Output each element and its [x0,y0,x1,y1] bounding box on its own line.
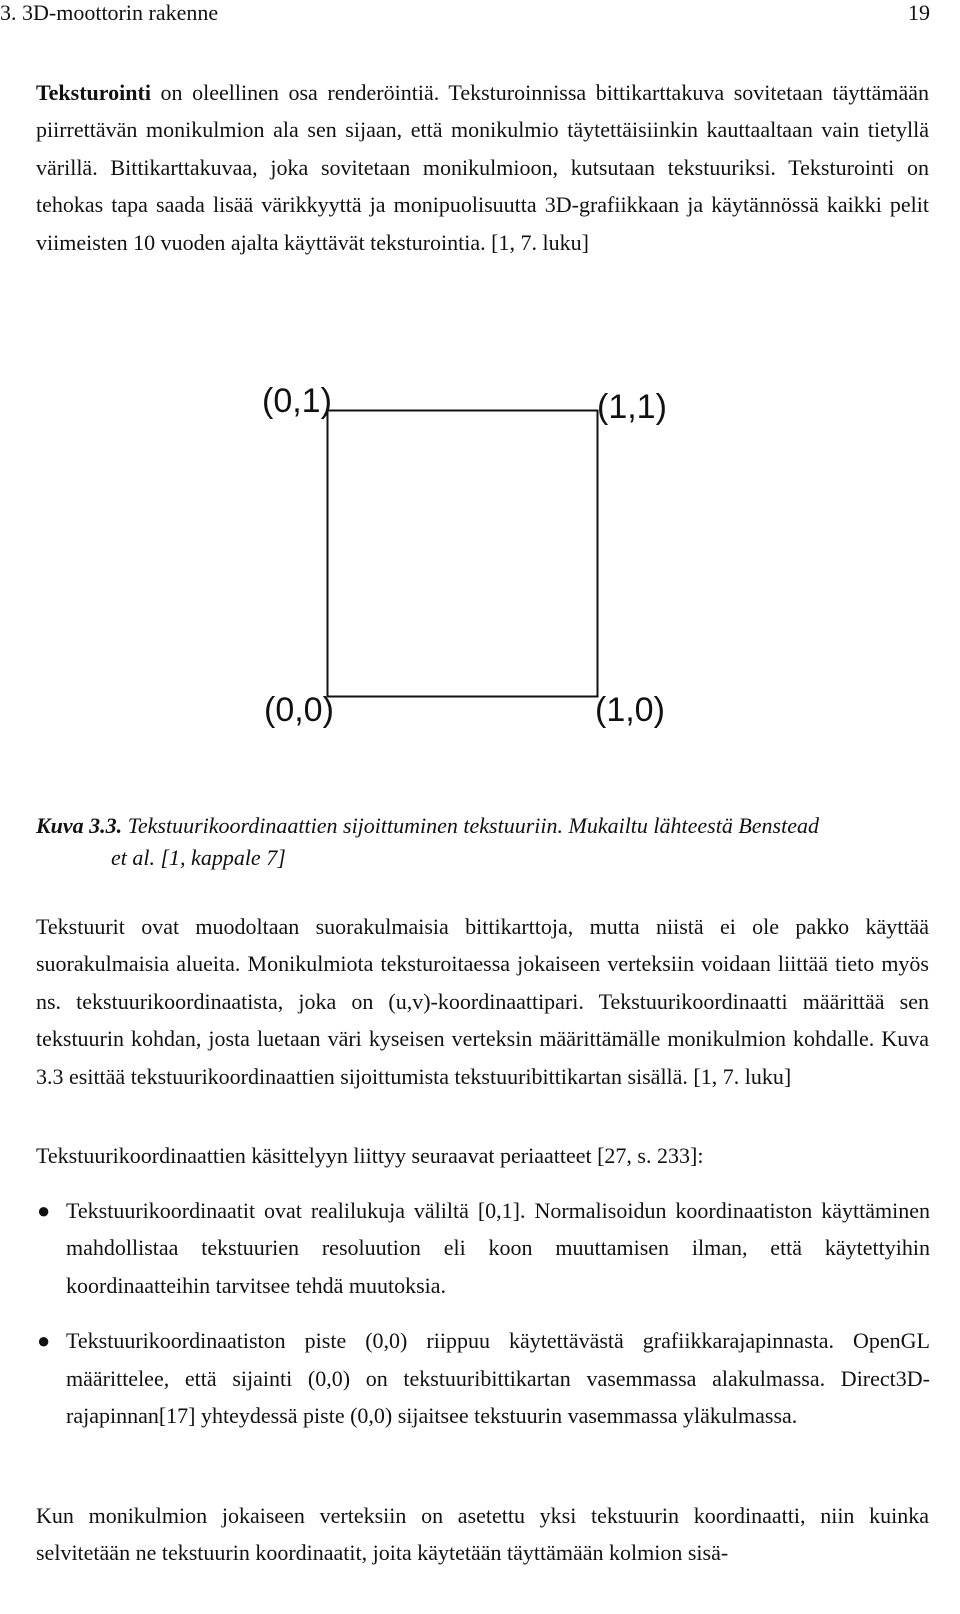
bullet-icon: ● [37,1198,51,1223]
page-header [0,0,930,30]
texture-square [328,411,598,697]
paragraph-text: on oleellinen osa renderöintiä. Teksturoinnissa bittikarttakuva sovitetaan täyttämään piirrettävän monikulmion ala sen sijaan, että monikulmio täytettäisiinkin kauttaaltaan vain tietyllä värillä. Bittikarttakuvaa, joka sovitetaan monikulmioon, kutsutaan tekstuuriksi. Teksturointi on tehokas tapa saada lisää värikkyyttä ja monipuolisuutta 3D-grafiikkaan ja käytännössä kaikki pelit viimeisten 10 vuoden ajalta käyttävät teksturointia. [1, 7. luku] [36,80,929,255]
chapter-title: 3. 3D-moottorin rakenne [0,0,219,25]
list-item-text: Tekstuurikoordinaatit ovat realilukuja väliltä [0,1]. Normalisoidun koordinaatiston käyttäminen mahdollistaa tekstuurien resoluution eli koon muuttamisen ilman, että käytettyihin koordinaatteihin tarvitsee tehdä muutoksia. [66,1198,930,1298]
corner-label-top-right: (1,1) [597,388,667,426]
paragraph-principles-intro: Tekstuurikoordinaattien käsittelyyn liittyy seuraavat periaatteet [27, s. 233]: [36,1143,704,1168]
bullet-icon: ● [37,1328,51,1354]
caption-text: Tekstuurikoordinaattien sijoittuminen tekstuuriin. Mukailtu lähteestä Benstead [127,813,819,838]
texture-coordinates-figure [250,372,690,742]
caption-label: Kuva 3.3. [36,813,123,838]
caption-continuation: et al. [1, kappale 7] [111,845,286,870]
list-item-text: Tekstuurikoordinaatiston piste (0,0) riippuu käytettävästä grafiikkarajapinnasta. OpenGL määrittelee, että sijainti (0,0) on tekstuuribittikartan vasemmassa alakulmassa. Direct3D-rajapinnan[17] yhteydessä piste (0,0) sijaitsee tekstuurin vasemmassa yläkulmassa. [66,1328,930,1429]
list-item [0,1192,930,1304]
paragraph-texture-coordinates: Tekstuurit ovat muodoltaan suorakulmaisia bittikarttoja, mutta niistä ei ole pakko käyttää suorakulmaisia alueita. Monikulmiota teksturoitaessa jokaiseen verteksiin voidaan liittää tieto myös ns. tekstuurikoordinaatista, joka on (u,v)-koordinaattipari. Tekstuurikoordinaatti määrittää sen tekstuurin kohdan, josta luetaan väri kyseisen verteksin määrittämälle monikulmion kohdalle. Kuva 3.3 esittää tekstuurikoordinaattien sijoittumista tekstuuribittikartan sisällä. [1, 7. luku] [36,914,929,1089]
corner-label-bottom-right: (1,0) [595,691,665,729]
texture-square-diagram [250,372,690,742]
term-teksturointi: Teksturointi [36,80,151,105]
figure-caption [36,810,929,874]
paragraph-texturing-intro [36,74,929,261]
principles-list [0,1192,930,1434]
page-number: 19 [908,0,930,25]
corner-label-top-left: (0,1) [262,382,332,420]
paragraph-closing: Kun monikulmion jokaiseen verteksiin on asetettu yksi tekstuurin koordinaatti, niin kuinka selvitetään ne tekstuurin koordinaatit, joita käytetään täyttämään kolmion sisä- [36,1503,929,1566]
list-item [0,1322,930,1434]
corner-label-bottom-left: (0,0) [264,691,334,729]
